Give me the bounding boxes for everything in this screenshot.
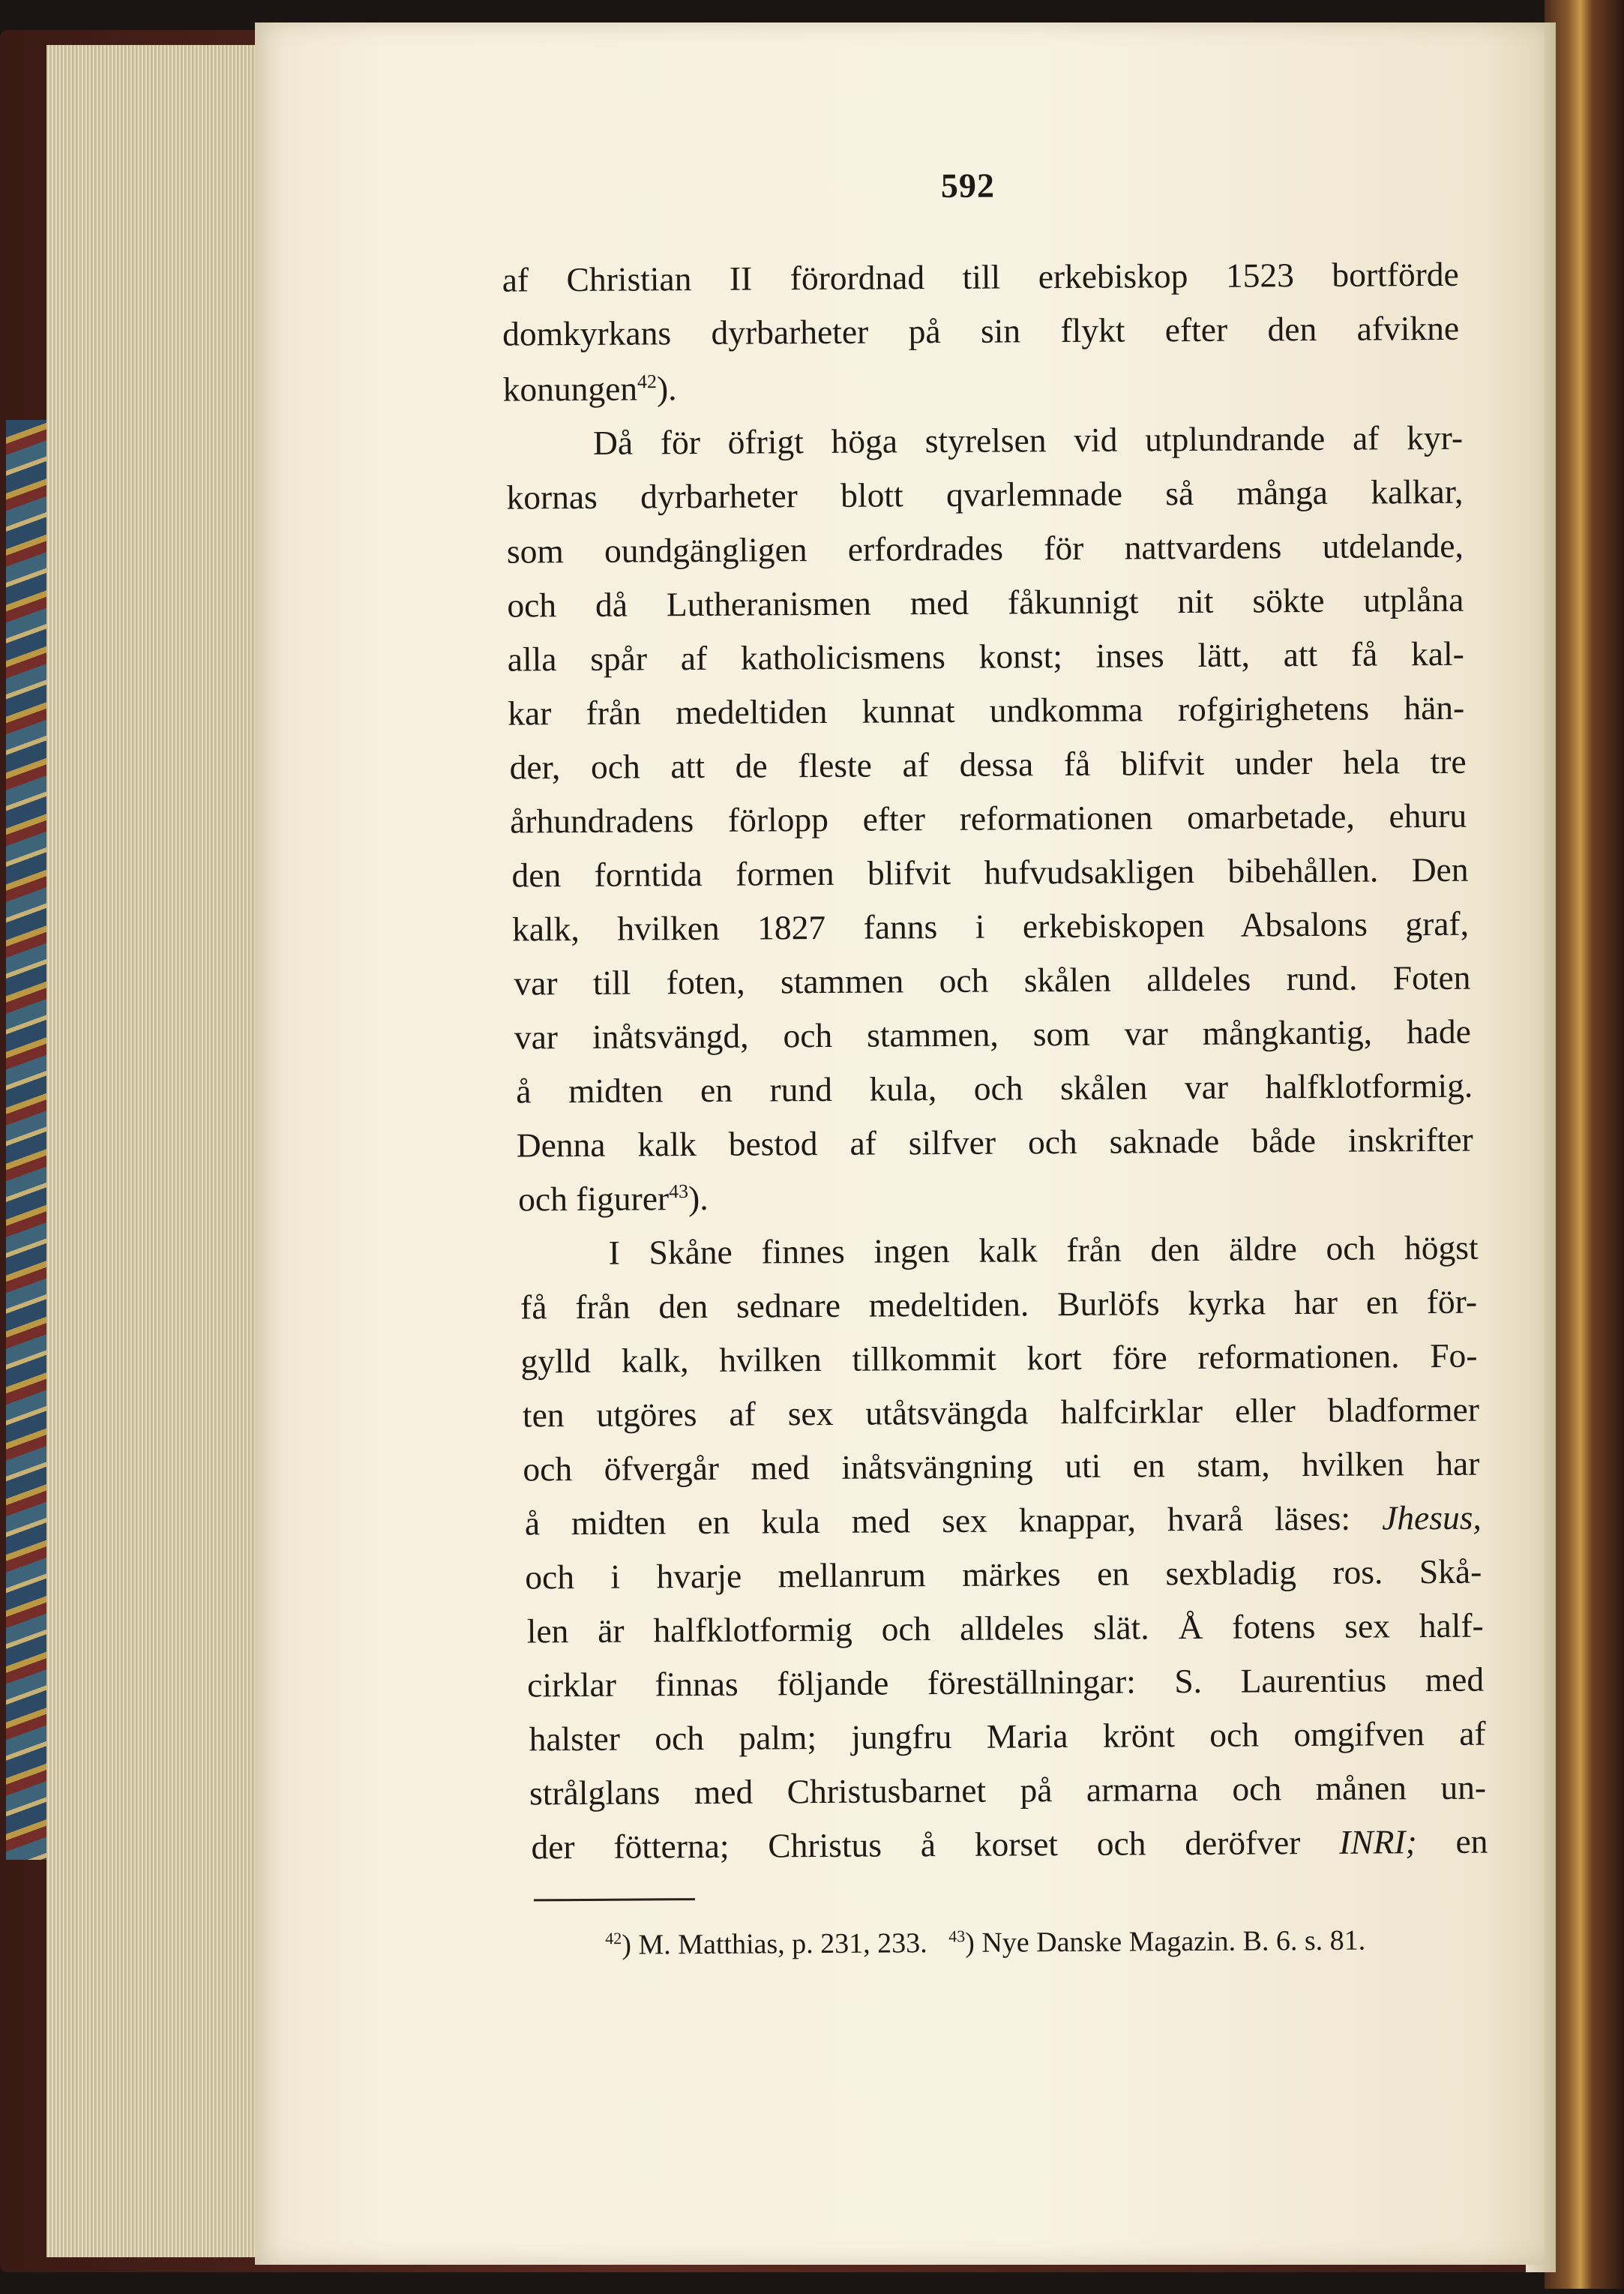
text-line: konungen$^{42}$). bbox=[502, 369, 677, 409]
text-line: kalk, hvilken 1827 fanns i erkebiskopen Absalons graf, bbox=[511, 904, 1470, 949]
text-line: ten utgöres af sex utåtsvängda halfcirklar eller bladformer bbox=[522, 1390, 1480, 1435]
text-line: Denna kalk bestod af silfver och saknade både inskrifter bbox=[516, 1120, 1473, 1165]
text-line: å midten en rund kula, och skålen var halfklotformig. bbox=[516, 1066, 1473, 1111]
footnote-43: ) Nye Danske Magazin. B. 6. s. 81. bbox=[965, 1924, 1366, 1959]
inscription-text: Jhesus, bbox=[1381, 1498, 1482, 1537]
text-line: Då för öfrigt höga styrelsen vid utplundrande af kyr- bbox=[592, 418, 1464, 462]
text-line: kar från medeltiden kunnat undkomma rofgirighetens hän- bbox=[508, 688, 1465, 733]
text-line: I Skåne finnes ingen kalk från den äldre och högst bbox=[608, 1228, 1479, 1272]
footnote-ref: 42 bbox=[637, 370, 658, 393]
text-line: var inåtsvängd, och stammen, som var mångkantig, hade bbox=[514, 1012, 1472, 1057]
text-line: den forntida formen blifvit hufvudsakligen bibehållen. Den bbox=[511, 850, 1469, 895]
text-line: århundradens förlopp efter reformationen omarbetade, ehuru bbox=[509, 796, 1467, 841]
text-line: der, och att de fleste af dessa få blifvit under hela tre bbox=[509, 742, 1467, 787]
text-line: få från den sednare medeltiden. Burlöfs kyrka har en för- bbox=[520, 1282, 1478, 1327]
text-line: der fötterna; Christus å korset och deröfver INRI; en bbox=[531, 1822, 1488, 1867]
footnote-number: 42 bbox=[605, 1929, 622, 1948]
text-line: och i hvarje mellanrum märkes en sexbladig ros. Skå- bbox=[525, 1552, 1482, 1597]
text-line: len är halfklotformig och alldeles slät. Å fotens sex half- bbox=[526, 1606, 1484, 1651]
footnote-42: ) M. Matthias, p. 231, 233. bbox=[622, 1927, 927, 1961]
footnote-number: 43 bbox=[948, 1927, 966, 1946]
page-number: 592 bbox=[940, 166, 996, 205]
text-line: kornas dyrbarheter blott qvarlemnade så många kalkar, bbox=[506, 472, 1464, 517]
text-line: gylld kalk, hvilken tillkommit kort före reformationen. Fo- bbox=[520, 1336, 1478, 1381]
text-line: af Christian II förordnad till erkebiskop 1523 bortförde bbox=[502, 254, 1459, 299]
footnote-divider bbox=[534, 1898, 695, 1901]
text-line: halster och palm; jungfru Maria krönt och omgifven af bbox=[529, 1714, 1486, 1759]
text-line: och öfvergår med inåtsvängning uti en stam, hvilken har bbox=[523, 1444, 1480, 1489]
text-line: strålglans med Christusbarnet på armarna och månen un- bbox=[529, 1768, 1487, 1813]
text-line: cirklar finnas följande föreställningar: S. Laurentius med bbox=[527, 1660, 1485, 1705]
text-line: alla spår af katholicismens konst; inses lätt, att få kal- bbox=[507, 634, 1464, 679]
text-line: å midten en kula med sex knappar, hvarå läses: Jhesus, bbox=[524, 1498, 1482, 1543]
text-line: och då Lutheranismen med fåkunnigt nit sökte utplåna bbox=[507, 580, 1464, 625]
text-line: domkyrkans dyrbarheter på sin flykt efter den afvikne bbox=[502, 308, 1460, 353]
footnote-ref: 43 bbox=[668, 1180, 689, 1203]
footnotes bbox=[605, 1924, 1365, 1962]
inscription-text: INRI; bbox=[1338, 1822, 1417, 1861]
text-line: var till foten, stammen och skålen alldeles rund. Foten bbox=[514, 958, 1471, 1003]
text-line: och figurer$^{43}$). bbox=[518, 1178, 709, 1219]
text-line: som oundgängligen erfordrades för nattvardens utdelande, bbox=[506, 526, 1464, 571]
